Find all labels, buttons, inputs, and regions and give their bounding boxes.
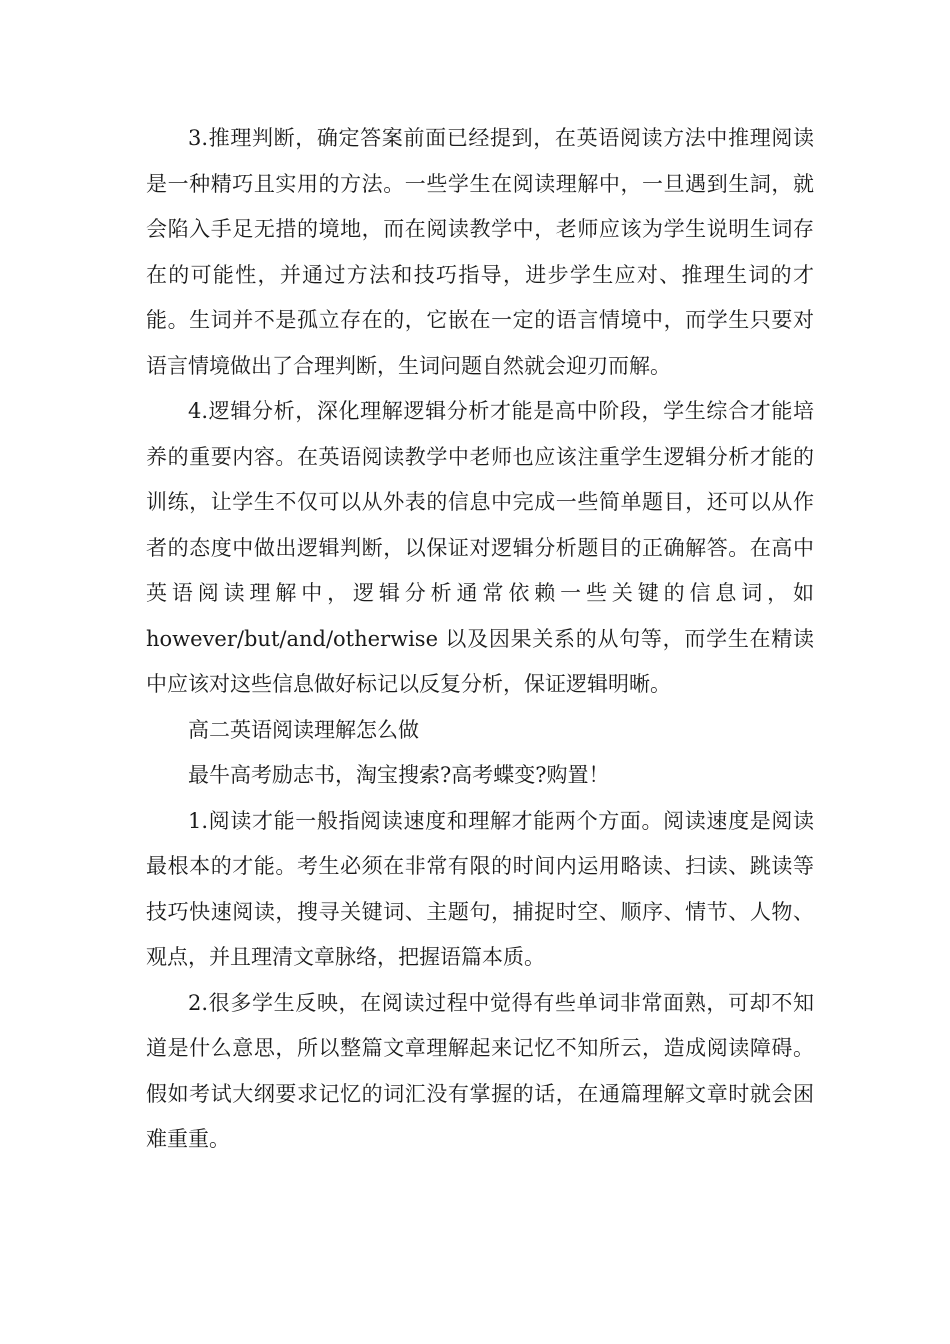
paragraph-reading-ability: 1.阅读才能一般指阅读速度和理解才能两个方面。阅读速度是阅读最根本的才能。考生必须在非常有限的时间内运用略读、扫读、跳读等技巧快速阅读，搜寻关键词、主题句，捕捉时空、顺序、情节、人物、观点，并且理清文章脉络，把握语篇本质。 [146,808,814,969]
paragraph-vocabulary: 2.很多学生反映，在阅读过程中觉得有些单词非常面熟，可却不知道是什么意思，所以整篇文章理解起来记忆不知所云，造成阅读障碍。假如考试大纲要求记忆的词汇没有掌握的话，在通篇理解文章时就会困难重重。 [146,990,814,1151]
paragraph-reasoning: 3.推理判断，确定答案前面已经提到，在英语阅读方法中推理阅读是一种精巧且实用的方法。一些学生在阅读理解中，一旦遇到生詞，就会陷入手足无措的境地，而在阅读教学中，老师应该为学生说明生词存在的可能性，并通过方法和技巧指导，进步学生应对、推理生词的才能。生词并不是孤立存在的，它嵌在一定的语言情境中，而学生只要对语言情境做出了合理判断，生词问题自然就会迎刃而解。 [146,126,814,378]
section-heading: 高二英语阅读理解怎么做 [188,717,419,742]
promo-line: 最牛高考励志书，淘宝搜索?高考蝶变?购置！ [188,763,610,787]
document-body [146,116,814,1163]
paragraph-logic-analysis: 4.逻辑分析，深化理解逻辑分析才能是高中阶段，学生综合才能培养的重要内容。在英语阅读教学中老师也应该注重学生逻辑分析才能的训练，让学生不仅可以从外表的信息中完成一些简单题目，还可以从作者的态度中做出逻辑判断，以保证对逻辑分析题目的正确解答。在高中英语阅读理解中，逻辑分析通常依赖一些关键的信息词，如 however/but/and/otherwise 以及因果关系的从句等，而学生在精读中应该对这些信息做好标记以反复分析，保证逻辑明晰。 [146,399,814,696]
